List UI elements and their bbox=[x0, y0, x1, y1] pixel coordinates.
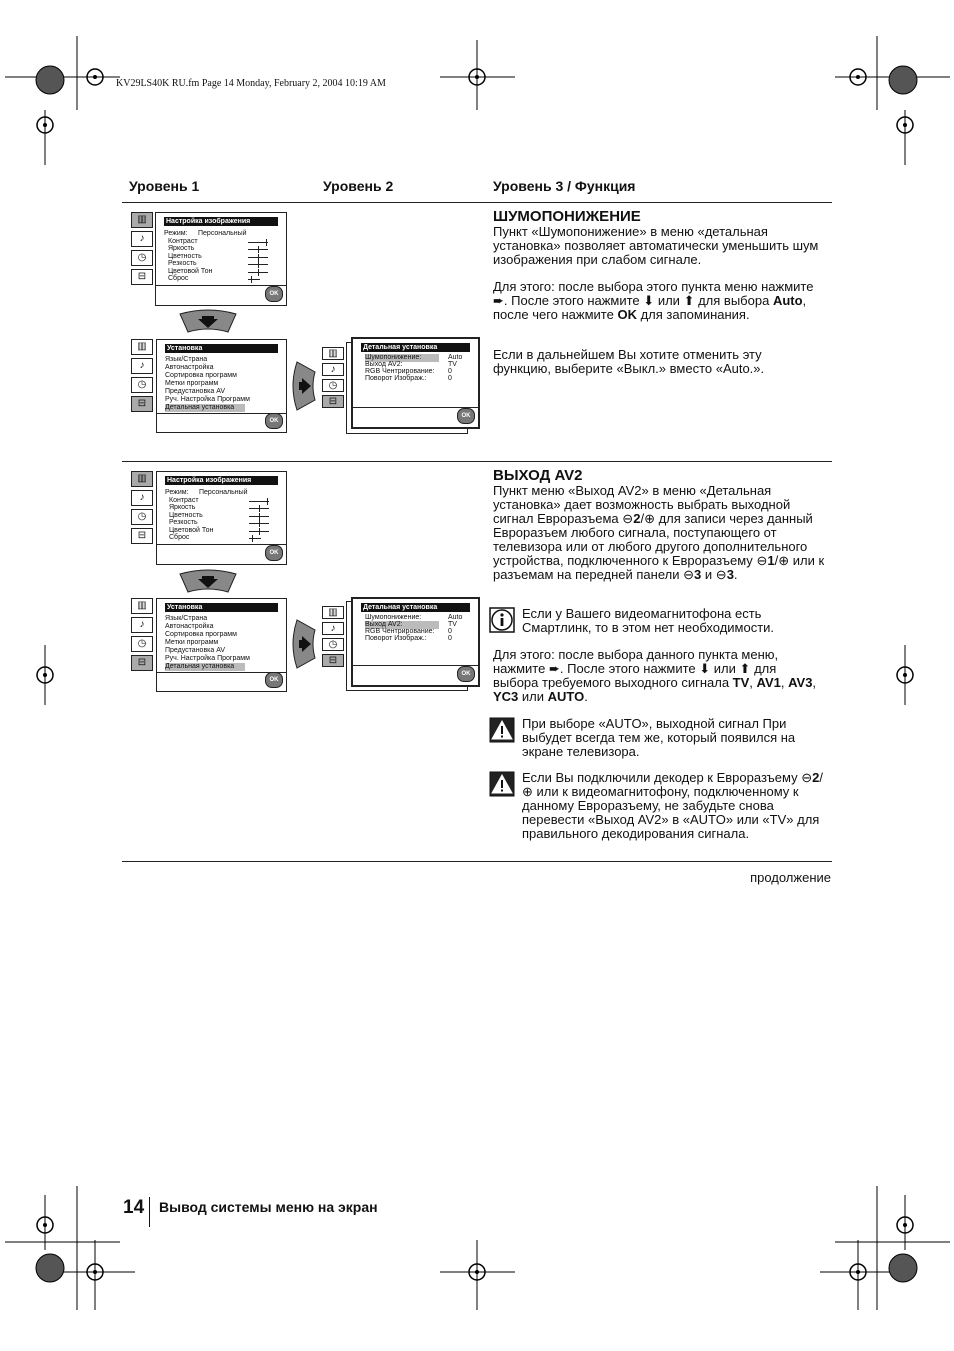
menu-item: Язык/Страна bbox=[165, 615, 208, 622]
setup-menu-icon: ⊟ bbox=[131, 528, 153, 544]
setup-menu-icon: ⊟ bbox=[131, 396, 153, 412]
menu-item: Метки программ bbox=[165, 380, 219, 387]
menu-item: Шумопонижение: bbox=[365, 614, 422, 621]
sound-menu-icon: ♪ bbox=[131, 617, 153, 633]
menu-item: Метки программ bbox=[165, 639, 219, 646]
sound-menu-icon: ♪ bbox=[131, 358, 153, 374]
menu-item: Автонастройка bbox=[165, 364, 214, 371]
setup-menu-icon: ⊟ bbox=[322, 395, 344, 408]
menu-item-selected: Детальная установка bbox=[165, 404, 245, 412]
front-input-icon: ⊖ bbox=[683, 567, 695, 582]
scart-out-icon: ⊖ bbox=[622, 511, 634, 526]
front-input-icon: ⊖ bbox=[715, 567, 727, 582]
warning-icon bbox=[489, 717, 515, 743]
picture-menu-icon: ▥ bbox=[131, 212, 153, 228]
rule-top bbox=[122, 202, 832, 203]
setup-menu-icon: ⊟ bbox=[322, 654, 344, 667]
menu-item: Поворот Изображ.: bbox=[365, 635, 427, 642]
menu-item: Сброс bbox=[168, 275, 189, 282]
menu-item: Предустановка AV bbox=[165, 647, 226, 654]
slider bbox=[248, 272, 268, 273]
scart-in-icon: ⊕ bbox=[644, 511, 655, 526]
picture-menu-icon: ▥ bbox=[322, 606, 344, 619]
section2-paragraph1: Пункт меню «Выход AV2» в меню «Детальная установка» дает возможность выбрать выходной сигнал Евроразъема ⊖2/⊕ для записи через данный Евроразъем любого сигнала, поступающего от телевизора или от любого другого дополнительного устройства, подключенного к Евроразъему ⊖1/⊕ или к разъемам на передней панели ⊖3 и ⊖3. bbox=[493, 483, 825, 582]
menu-value: TV bbox=[448, 621, 457, 628]
slider bbox=[248, 279, 260, 280]
detail-menu-screen-1 bbox=[351, 337, 480, 429]
scart-in-icon: ⊕ bbox=[522, 784, 533, 799]
menu-title: Детальная установка bbox=[361, 343, 470, 352]
slider bbox=[249, 531, 269, 532]
ok-icon: OK bbox=[265, 545, 283, 561]
menu-item-selected: Шумопонижение: bbox=[365, 354, 439, 362]
sound-menu-icon: ♪ bbox=[322, 363, 344, 376]
menu-value: 0 bbox=[448, 375, 452, 382]
section2-info-note: Если у Вашего видеомагнитофона есть Смартлинк, то в этом нет необходимости. bbox=[522, 606, 775, 635]
menu-value: Auto bbox=[448, 354, 463, 361]
menu-value: Auto bbox=[448, 614, 463, 621]
menu-value: TV bbox=[448, 361, 457, 368]
menu-title: Настройка изображения bbox=[164, 217, 278, 226]
slider bbox=[249, 516, 269, 517]
menu-item: Яркость bbox=[169, 504, 196, 511]
header-level2: Уровень 2 bbox=[323, 178, 394, 194]
info-icon bbox=[489, 607, 515, 633]
timer-menu-icon: ◷ bbox=[322, 379, 344, 392]
slider bbox=[249, 523, 269, 524]
section1-paragraph3: Если в дальнейшем Вы хотите отменить эту функцию, выберите «Выкл.» вместо «Auto.». bbox=[493, 347, 765, 376]
picture-menu-screen-2 bbox=[156, 471, 287, 565]
section1-paragraph1: Пункт «Шумопонижение» в меню «детальная установка» позволяет автоматически уменьшить шум изображения при слабом сигнале. bbox=[493, 224, 819, 267]
menu-item: Цветовой Тон bbox=[168, 268, 213, 275]
timer-menu-icon: ◷ bbox=[322, 638, 344, 651]
ok-icon: OK bbox=[265, 413, 283, 429]
timer-menu-icon: ◷ bbox=[131, 250, 153, 266]
section1-paragraph2: Для этого: после выбора этого пункта меню нажмите ➨. После этого нажмите ⬇ или ⬆ для выбора Auto, после чего нажмите OK для запоминания. bbox=[493, 279, 814, 322]
menu-item-selected: Выход AV2: bbox=[365, 621, 439, 629]
slider bbox=[248, 242, 268, 243]
section2-paragraph2: Для этого: после выбора данного пункта меню, нажмите ➨. После этого нажмите ⬇ или ⬆ для выбора требуемого выходного сигнала TV, AV1, AV3, YC3 или AUTO. bbox=[493, 647, 817, 704]
arrow-down-icon: ⬇ bbox=[643, 293, 655, 308]
rule-middle bbox=[122, 461, 832, 462]
menu-item: Контраст bbox=[168, 238, 198, 245]
setup-menu-icon: ⊟ bbox=[131, 655, 153, 671]
menu-title: Детальная установка bbox=[361, 603, 470, 612]
menu-item: RGB Чентрирование: bbox=[365, 628, 435, 635]
picture-menu-icon: ▥ bbox=[131, 471, 153, 487]
menu-item: Контраст bbox=[169, 497, 199, 504]
detail-menu-screen-2 bbox=[351, 597, 480, 687]
menu-title: Настройка изображения bbox=[165, 476, 278, 485]
arrow-right-icon bbox=[291, 360, 317, 412]
scart-out-icon: ⊖ bbox=[756, 553, 768, 568]
arrow-down-icon bbox=[178, 308, 238, 334]
menu-item: RGB Чентрирование: bbox=[365, 368, 435, 375]
menu-item: Язык/Страна bbox=[165, 356, 208, 363]
timer-menu-icon: ◷ bbox=[131, 636, 153, 652]
slider bbox=[249, 538, 261, 539]
timer-menu-icon: ◷ bbox=[131, 377, 153, 393]
menu-item-selected: Детальная установка bbox=[165, 663, 245, 671]
menu-item: Цветность bbox=[168, 253, 202, 260]
menu-item: Выход AV2: bbox=[365, 361, 403, 368]
ok-icon: OK bbox=[265, 672, 283, 688]
ok-icon: OK bbox=[457, 666, 475, 682]
menu-item: Сортировка программ bbox=[165, 372, 237, 379]
header-level1: Уровень 1 bbox=[129, 178, 200, 194]
menu-item: Поворот Изображ.: bbox=[365, 375, 427, 382]
slider bbox=[248, 249, 268, 250]
sound-menu-icon: ♪ bbox=[131, 490, 153, 506]
timer-menu-icon: ◷ bbox=[131, 509, 153, 525]
section2-title: ВЫХОД AV2 bbox=[493, 467, 583, 484]
page-number: 14 bbox=[123, 1197, 145, 1218]
arrow-down-icon: ⬇ bbox=[699, 661, 711, 676]
section2-warning2: Если Вы подключили декодер к Евроразъему ⊖2/⊕ или к видеомагнитофону, подключенному к данному Евроразъему, не забудьте снова перевести «Выход AV2» в «AUTO» или «TV» для правильного декодирования сигнала. bbox=[522, 770, 823, 841]
menu-value: 0 bbox=[448, 628, 452, 635]
menu-item: Цветность bbox=[169, 512, 203, 519]
menu-item: Сортировка программ bbox=[165, 631, 237, 638]
picture-menu-screen-1 bbox=[155, 212, 287, 306]
menu-item: Цветовой Тон bbox=[169, 527, 214, 534]
mode-label: Режим: bbox=[164, 230, 188, 237]
menu-item: Руч. Настройка Программ bbox=[165, 655, 250, 662]
footer-divider bbox=[149, 1197, 150, 1227]
sound-menu-icon: ♪ bbox=[131, 231, 153, 247]
arrow-down-icon bbox=[178, 568, 238, 594]
warning-icon bbox=[489, 771, 515, 797]
arrow-right-icon bbox=[291, 618, 317, 670]
sound-menu-icon: ♪ bbox=[322, 622, 344, 635]
arrow-right-icon: ➨ bbox=[493, 293, 504, 308]
menu-item: Руч. Настройка Программ bbox=[165, 396, 250, 403]
menu-value: 0 bbox=[448, 635, 452, 642]
setup-menu-screen-2 bbox=[156, 598, 287, 692]
slider bbox=[248, 257, 268, 258]
scart-out-icon: ⊖ bbox=[801, 770, 813, 785]
slider bbox=[249, 508, 269, 509]
rule-bottom bbox=[122, 861, 832, 862]
ok-icon: OK bbox=[457, 408, 475, 424]
scart-in-icon: ⊕ bbox=[778, 553, 790, 568]
menu-title: Установка bbox=[165, 603, 278, 612]
menu-value: 0 bbox=[448, 368, 452, 375]
arrow-right-icon: ➨ bbox=[548, 661, 560, 676]
menu-item: Резкость bbox=[169, 519, 198, 526]
setup-menu-screen-1 bbox=[156, 339, 287, 433]
menu-item: Автонастройка bbox=[165, 623, 214, 630]
picture-menu-icon: ▥ bbox=[131, 339, 153, 355]
section1-title: ШУМОПОНИЖЕНИЕ bbox=[493, 208, 641, 225]
ok-icon: OK bbox=[265, 286, 283, 302]
mode-label: Режим: bbox=[165, 489, 189, 496]
mode-value: Персональный bbox=[199, 489, 248, 496]
menu-item: Яркость bbox=[168, 245, 195, 252]
menu-item: Предустановка AV bbox=[165, 388, 226, 395]
picture-menu-icon: ▥ bbox=[322, 347, 344, 360]
arrow-up-icon: ⬆ bbox=[683, 293, 695, 308]
file-stamp: KV29LS40K RU.fm Page 14 Monday, February 2, 2004 10:19 AM bbox=[116, 78, 386, 89]
arrow-up-icon: ⬆ bbox=[739, 661, 751, 676]
continued-label: продолжение bbox=[750, 870, 831, 885]
section2-warning1: При выборе «AUTO», выходной сигнал При выбудет всегда тем же, который появился на экране телевизора. bbox=[522, 716, 796, 759]
menu-title: Установка bbox=[165, 344, 278, 353]
header-level3: Уровень 3 / Функция bbox=[493, 178, 636, 194]
slider bbox=[249, 501, 269, 502]
mode-value: Персональный bbox=[198, 230, 247, 237]
setup-menu-icon: ⊟ bbox=[131, 269, 153, 285]
menu-item: Резкость bbox=[168, 260, 197, 267]
menu-item: Сброс bbox=[169, 534, 190, 541]
slider bbox=[248, 264, 268, 265]
picture-menu-icon: ▥ bbox=[131, 598, 153, 614]
footer-section-title: Вывод системы меню на экран bbox=[159, 1199, 378, 1215]
